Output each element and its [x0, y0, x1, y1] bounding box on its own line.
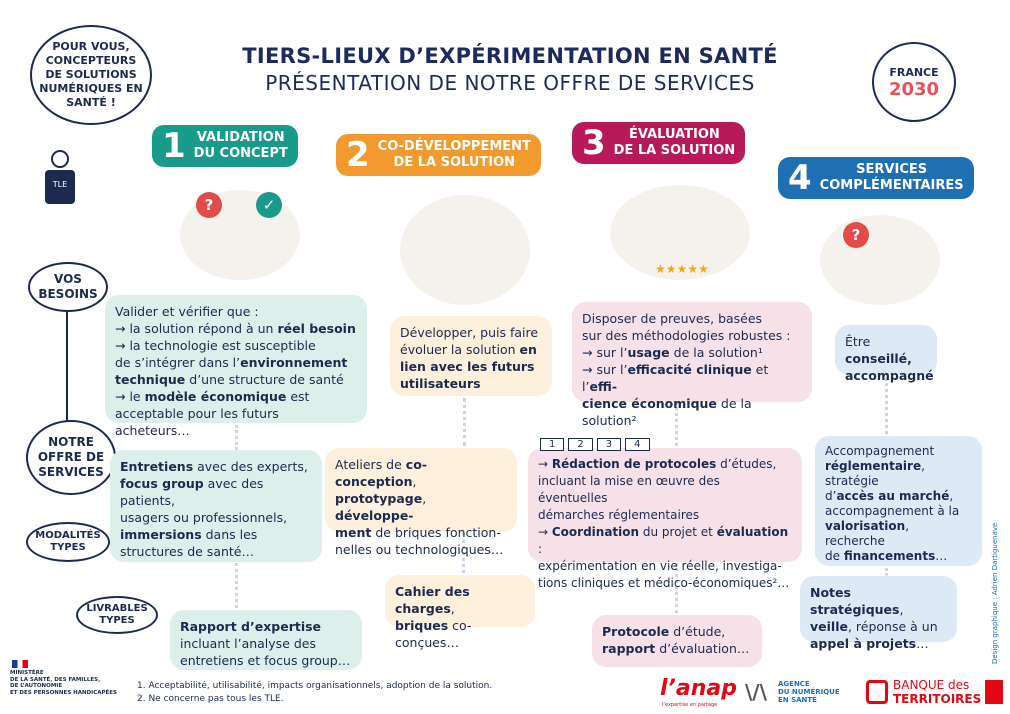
deliverable-box-4	[800, 576, 957, 651]
bold-text: usage	[627, 345, 670, 360]
text: Accompagnement	[825, 444, 935, 458]
bold-text: Entretiens	[120, 459, 194, 474]
connector-dots	[235, 563, 238, 608]
step-number: 1	[162, 126, 186, 166]
bold-text: co-conception	[335, 457, 427, 489]
text: du projet et	[639, 525, 717, 539]
need-box-1	[105, 295, 367, 438]
bold-text: rapport	[602, 641, 656, 656]
bold-text: focus group	[120, 476, 204, 491]
design-credit: Design graphique : Adrien Dartiguenave	[991, 522, 999, 664]
text: → la technologie est susceptible de s’intégrer dans l’	[115, 338, 316, 370]
need-box-4	[835, 325, 937, 383]
page-subtitle: PRÉSENTATION DE NOTRE OFFRE DE SERVICES	[265, 71, 755, 95]
step-label: CO-DÉVELOPPEMENT DE LA SOLUTION	[377, 139, 531, 170]
footnote-2: 2. Ne concerne pas tous les TLE.	[137, 694, 284, 704]
bold-text: évaluation	[716, 525, 789, 539]
illustration-team	[400, 195, 530, 305]
text: dans les structures de santé…	[120, 527, 258, 559]
text: de briques fonction- nelles ou technologiques…	[335, 525, 504, 557]
bold-text: briques	[395, 618, 449, 633]
text: …	[916, 636, 929, 651]
text: de la solution¹ → sur l’	[582, 345, 763, 377]
text: Développer, puis faire évoluer la solution	[400, 325, 539, 357]
deliverable-box-1	[170, 610, 362, 670]
bold-text: veille	[810, 619, 848, 634]
text: Disposer de preuves, basées sur des méthodologies robustes : → sur l’	[582, 311, 791, 360]
label-offer: NOTRE OFFRE DE SERVICES	[26, 420, 116, 495]
label-deliverables: LIVRABLES TYPES	[76, 596, 158, 634]
label-needs: VOS BESOINS	[28, 262, 108, 312]
bold-text: Notes stratégiques	[810, 585, 900, 617]
bold-text: réel besoin	[277, 321, 356, 336]
text: ,	[422, 491, 427, 506]
modality-box-3	[528, 448, 802, 590]
connector-dots	[463, 398, 466, 446]
bold-text: immersions	[120, 527, 202, 542]
bold-text: appel à projets	[810, 636, 917, 651]
label-modalities: MODALITÉS TYPES	[26, 522, 110, 562]
text: , stratégie d’	[825, 459, 925, 503]
deliverable-box-2	[385, 575, 535, 650]
bold-text: réglementaire	[825, 459, 922, 473]
text: est acceptable pour les futurs acheteurs…	[115, 389, 310, 438]
text: avec des patients, usagers ou professionnels,	[120, 476, 288, 525]
bold-text: modèle économique	[144, 389, 287, 404]
bold-text: Cahier des charges	[395, 584, 470, 616]
bold-text: en lien avec les futurs utilisateurs	[400, 342, 537, 391]
rating-stars-icon: ★★★★★	[655, 262, 709, 276]
bold-text: effi- cience économique	[582, 379, 717, 411]
text: ,	[412, 474, 417, 489]
step-1-header	[152, 125, 298, 167]
bold-text: prototypage	[335, 491, 423, 506]
text: incluant l’analyse des entretiens et focus group…	[180, 636, 351, 668]
caisse-depots-logo	[985, 680, 1003, 704]
banque-logo-line2: TERRITOIRES	[893, 692, 982, 706]
page-title: TIERS-LIEUX D’EXPÉRIMENTATION EN SANTÉ	[242, 44, 778, 68]
need-box-2	[390, 316, 552, 396]
process-step: 3	[597, 438, 621, 451]
process-step: 4	[625, 438, 649, 451]
banque-logo-icon	[866, 680, 888, 704]
anap-logo: l’anap	[660, 676, 737, 701]
text: Ateliers de	[335, 457, 406, 472]
bold-text: Rapport d’expertise	[180, 619, 322, 634]
bold-text: Protocole	[602, 624, 670, 639]
text: et l’	[582, 362, 769, 394]
logo-year: 2030	[888, 79, 940, 100]
bold-text: accès au marché	[836, 489, 950, 503]
modality-box-4	[815, 436, 982, 566]
text: d’études, incluant la mise en œuvre des éventuelles démarches réglementaires →	[538, 457, 777, 539]
text: Valider et vérifier que : → la solution répond à un	[115, 304, 274, 336]
character-badge: TLE	[45, 170, 75, 204]
text: d’une structure de santé → le	[115, 372, 344, 404]
text: : expérimentation en vie réelle, investiga- tions cliniques et médico-économiques²…	[538, 542, 790, 590]
ans-logo-mark: \/\	[745, 680, 767, 704]
text: ,	[899, 602, 904, 617]
ans-logo-text: AGENCE DU NUMÉRIQUE EN SANTÉ	[778, 680, 840, 704]
process-steps	[540, 438, 650, 451]
anap-tagline: l’expertise en partage	[662, 702, 718, 708]
france-2030-logo	[872, 42, 956, 122]
text: , réponse à un	[847, 619, 938, 634]
step-3-header	[572, 122, 745, 164]
modality-box-2	[325, 448, 517, 557]
text: Être	[845, 334, 871, 349]
text: co-conçues…	[395, 618, 472, 650]
bold-text: environnement technique	[115, 355, 348, 387]
bold-text: valorisation	[825, 519, 906, 533]
bold-text: Coordination	[551, 525, 640, 539]
text: d’étude,	[673, 624, 726, 639]
connector-line	[66, 312, 68, 422]
french-flag-icon	[12, 660, 28, 668]
banque-logo-line1: BANQUE des	[893, 678, 970, 692]
step-label: VALIDATION DU CONCEPT	[193, 130, 288, 161]
text: de la solution²	[582, 396, 752, 428]
text: →	[538, 457, 552, 471]
connector-dots	[885, 568, 888, 576]
check-icon: ✓	[256, 192, 282, 218]
step-label: ÉVALUATION DE LA SOLUTION	[613, 127, 736, 158]
step-number: 4	[788, 158, 812, 198]
speech-bubble: POUR VOUS, CONCEPTEURS DE SOLUTIONS NUMÉRIQUES EN SANTÉ !	[30, 25, 152, 125]
text: d’évaluation…	[655, 641, 750, 656]
process-step: 1	[540, 438, 564, 451]
character-illustration	[40, 150, 80, 230]
need-box-3	[572, 302, 812, 428]
step-2-header	[336, 134, 541, 176]
bold-text: Rédaction de protocoles	[551, 457, 717, 471]
bold-text: conseillé, accompagné	[845, 351, 934, 383]
illustration-advice	[820, 215, 940, 305]
ministry-logo: MINISTÈRE DE LA SANTÉ, DES FAMILLES, DE L’AUTONOMIE ET DES PERSONNES HANDICAPÉES	[10, 670, 117, 696]
text: , recherche de	[825, 519, 910, 563]
footnote-1: 1. Acceptabilité, utilisabilité, impacts organisationnels, adoption de la solution.	[137, 681, 493, 691]
text: avec des experts,	[197, 459, 308, 474]
text: …	[935, 549, 948, 563]
text: ,	[450, 601, 455, 616]
step-4-header	[778, 157, 974, 199]
modality-box-1	[110, 450, 322, 562]
step-label: SERVICES COMPLÉMENTAIRES	[819, 162, 964, 193]
character-head	[51, 150, 69, 168]
question-icon: ?	[196, 192, 222, 218]
logo-text: FRANCE	[889, 66, 939, 79]
text: , accompagnement à la	[825, 489, 960, 518]
question-icon: ?	[843, 222, 869, 248]
bold-text: efficacité clinique	[627, 362, 752, 377]
bold-text: financements	[843, 549, 936, 563]
step-number: 3	[582, 123, 606, 163]
step-number: 2	[346, 135, 370, 175]
process-step: 2	[568, 438, 592, 451]
connector-dots	[235, 425, 238, 450]
deliverable-box-3	[592, 615, 762, 667]
connector-dots	[885, 378, 888, 434]
bold-text: développe- ment	[335, 508, 414, 540]
